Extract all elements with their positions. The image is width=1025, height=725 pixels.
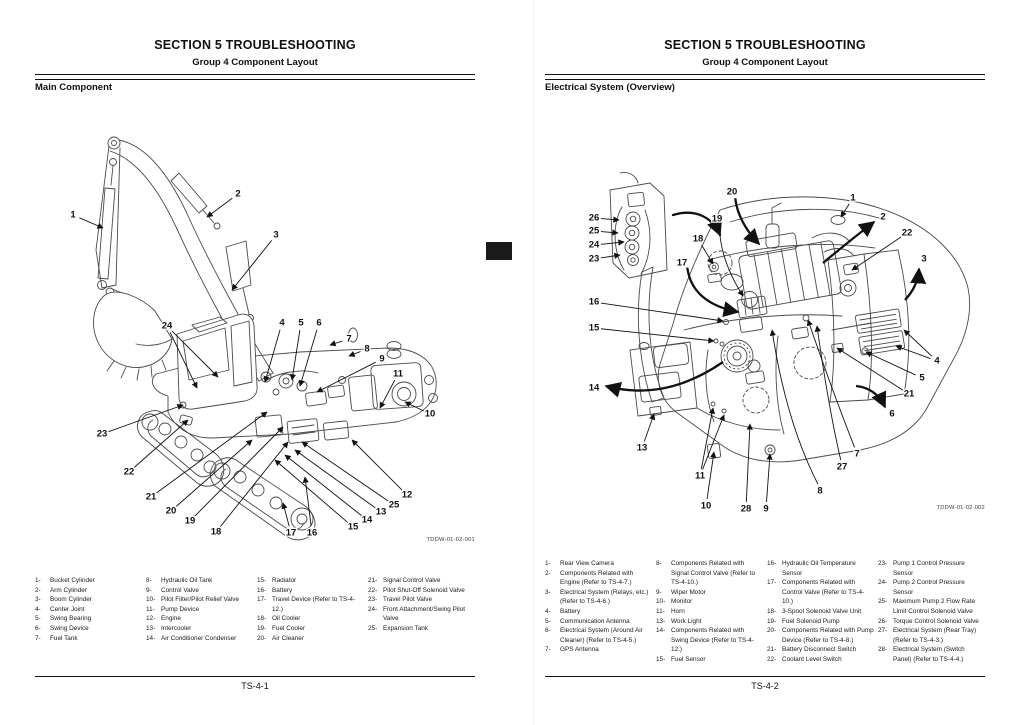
legend-item: [545, 626, 652, 645]
legend-item: [545, 569, 652, 588]
legend-item-label: Components Related with Pump Device (Refer to TS-4-8.): [782, 627, 874, 644]
legend-item: [656, 617, 763, 627]
legend-column: [35, 576, 146, 643]
callout-arrow: [380, 380, 395, 408]
callout-number: 2: [880, 211, 886, 223]
legend-item-label: Center Joint: [50, 605, 85, 613]
callout-number: 20: [165, 505, 177, 517]
legend-item: [35, 595, 142, 605]
legend-item-number: 19-: [257, 625, 267, 633]
callout-number: 7: [854, 448, 860, 460]
component-legend: [35, 576, 477, 643]
legend-item: [878, 559, 983, 578]
legend-item-label: Components Related with Engine (Refer to TS-4-7.): [560, 569, 634, 587]
legend-item-label: Signal Control Valve: [383, 577, 441, 584]
legend-item: [368, 576, 473, 586]
legend-item: [656, 588, 763, 598]
legend-item-label: Electrical System (Around Air Cleaner) (Refer to TS-4-5.): [560, 627, 643, 644]
legend-item-label: Pump 1 Control Pressure Sensor: [893, 560, 965, 577]
legend-item-number: 26-: [878, 617, 888, 625]
legend-item-number: 24-: [878, 579, 888, 587]
group-title: Group 4 Component Layout: [192, 57, 318, 68]
legend-item-label: Boom Cylinder: [50, 596, 92, 604]
legend-item: [545, 617, 652, 627]
callout-number: 18: [692, 233, 704, 245]
legend-item-label: Travel Pilot Valve: [383, 596, 433, 604]
callout-arrow: [701, 408, 713, 469]
legend-item-label: Arm Cylinder: [50, 586, 87, 594]
legend-item: [257, 624, 364, 634]
callout-number: 22: [123, 466, 135, 478]
callout-number: 24: [161, 320, 173, 332]
legend-item-label: Battery: [272, 586, 293, 594]
legend-item: [656, 559, 763, 588]
legend-item-number: 6-: [35, 625, 41, 633]
callout-arrow: [265, 330, 280, 382]
legend-item-number: 9-: [146, 586, 152, 594]
legend-item-label: Air Cleaner: [272, 634, 304, 642]
section-title: SECTION 5 TROUBLESHOOTING: [154, 38, 356, 52]
legend-item-label: Fuel Tank: [50, 634, 78, 642]
callout-arrow: [746, 424, 750, 502]
callout-number: 13: [375, 506, 387, 518]
callout-arrow: [292, 330, 300, 380]
callout-arrow: [905, 269, 919, 300]
callout-number: 25: [388, 499, 400, 511]
callout-number: 11: [392, 368, 404, 380]
legend-item-label: Expansion Tank: [383, 625, 429, 633]
callout-number: 9: [763, 503, 769, 515]
legend-item: [146, 576, 253, 586]
callout-number: 10: [424, 408, 436, 420]
page-seam: [533, 0, 534, 725]
callout-number: 14: [588, 382, 600, 394]
callout-arrow: [305, 477, 311, 526]
component-legend: [545, 559, 987, 665]
page-number: TS-4-1: [241, 681, 269, 691]
legend-item: [146, 605, 253, 615]
legend-item: [257, 595, 364, 614]
callout-number: 8: [364, 343, 370, 355]
legend-item-label: Bucket Cylinder: [50, 577, 95, 584]
legend-item: [368, 586, 473, 596]
legend-item: [545, 559, 652, 569]
legend-item-label: Control Valve: [161, 586, 199, 594]
legend-column: [656, 559, 767, 665]
legend-item: [257, 634, 364, 644]
legend-item-label: Fuel Solenoid Pump: [782, 617, 840, 625]
legend-item-label: Engine: [161, 615, 181, 623]
callout-number: 17: [285, 527, 297, 539]
legend-item: [878, 617, 983, 627]
legend-item-label: Front Attachment/Swing Pilot Valve: [383, 605, 466, 623]
page-left: [0, 0, 512, 725]
legend-item-label: Travel Device (Refer to TS-4-12.): [272, 596, 356, 613]
callout-number: 4: [279, 317, 285, 329]
legend-item: [878, 626, 983, 645]
callout-number: 20: [726, 186, 738, 198]
callout-arrow: [719, 226, 743, 296]
page-header: [35, 38, 475, 80]
page-subtitle: Main Component: [35, 82, 113, 93]
legend-item-label: Pilot Shut-Off Solenoid Valve: [383, 586, 465, 594]
legend-item-label: Torque Control Solenoid Valve: [893, 617, 979, 625]
callout-number: 3: [273, 229, 279, 241]
legend-item-number: 14-: [656, 627, 666, 635]
legend-item: [368, 595, 473, 605]
callout-arrow: [330, 341, 342, 345]
legend-item-label: 3-Spool Solenoid Valve Unit: [782, 608, 862, 616]
excavator-top-line-art: [610, 172, 970, 461]
legend-item: [656, 607, 763, 617]
legend-item-number: 12-: [146, 615, 156, 623]
callout-arrow: [808, 320, 855, 447]
legend-item-number: 1-: [545, 560, 551, 567]
legend-item-number: 7-: [545, 646, 551, 654]
callout-number: 16: [588, 296, 600, 308]
legend-item-label: Fuel Cooler: [272, 625, 306, 633]
callout-arrow: [735, 198, 759, 244]
legend-item: [146, 595, 253, 605]
legend-item-number: 25-: [368, 625, 378, 633]
legend-item-number: 16-: [767, 560, 777, 567]
callout-arrow: [904, 330, 932, 356]
callout-number: 11: [694, 470, 706, 482]
callout-number: 13: [636, 442, 648, 454]
legend-item-number: 9-: [656, 588, 662, 596]
callout-number: 16: [306, 527, 318, 539]
callout-number: 5: [919, 372, 925, 384]
legend-item: [257, 576, 364, 586]
legend-item-label: Intercooler: [161, 625, 192, 633]
callout-arrow: [644, 414, 654, 441]
legend-item-label: Rear View Camera: [560, 560, 614, 567]
legend-item-label: Battery Disconnect Switch: [782, 646, 857, 654]
footer-rule: [35, 676, 475, 677]
legend-item-label: Air Conditioner Condenser: [161, 634, 237, 642]
callout-arrow: [207, 198, 232, 217]
electrical-system-diagram: [580, 160, 1000, 520]
legend-item-number: 23-: [878, 560, 888, 567]
legend-item: [656, 655, 763, 665]
callout-arrow: [601, 329, 714, 341]
callout-number: 6: [316, 317, 322, 329]
legend-item-number: 20-: [257, 634, 267, 642]
legend-item-label: Components Related with Swing Device (Refer to TS-4-12.): [671, 627, 754, 654]
legend-item: [35, 605, 142, 615]
callout-layer: [589, 187, 941, 515]
callout-arrow: [707, 452, 714, 499]
callout-number: 23: [588, 253, 600, 265]
legend-item-label: Swing Device: [50, 625, 89, 633]
legend-item: [35, 634, 142, 644]
legend-item: [257, 586, 364, 596]
legend-item-number: 4-: [545, 608, 551, 616]
legend-item-number: 13-: [656, 617, 666, 625]
legend-item: [767, 645, 874, 655]
legend-item-label: Electrical System (Rear Tray) (Refer to TS-4-3.): [893, 627, 977, 644]
legend-item: [767, 655, 874, 665]
callout-arrow: [601, 255, 620, 258]
callout-number: 14: [361, 514, 373, 526]
legend-item-label: Communication Antenna: [560, 617, 630, 625]
callout-arrow: [232, 240, 272, 290]
legend-item-number: 10-: [146, 596, 156, 604]
legend-item-label: Oil Cooler: [272, 615, 301, 623]
legend-item: [767, 607, 874, 617]
legend-item: [767, 559, 874, 578]
callout-number: 19: [184, 515, 196, 527]
callout-arrow: [703, 415, 724, 469]
callout-number: 12: [401, 489, 413, 501]
header-rule: [545, 74, 985, 80]
callout-arrow: [606, 362, 723, 391]
legend-column: [368, 576, 477, 643]
callout-number: 25: [588, 225, 600, 237]
legend-item-number: 8-: [146, 577, 152, 584]
legend-item-number: 24-: [368, 605, 378, 613]
callout-number: 10: [700, 500, 712, 512]
legend-item-number: 28-: [878, 646, 888, 654]
legend-item-number: 17-: [767, 579, 777, 587]
legend-item-label: Pump 2 Control Pressure Sensor: [893, 579, 965, 596]
callout-number: 5: [298, 317, 304, 329]
legend-column: [878, 559, 987, 665]
legend-item: [146, 614, 253, 624]
legend-item-label: Horn: [671, 608, 685, 616]
group-title: Group 4 Component Layout: [702, 57, 828, 68]
legend-item-number: 11-: [656, 608, 665, 616]
legend-item: [656, 597, 763, 607]
callout-arrow: [295, 450, 375, 508]
legend-column: [146, 576, 257, 643]
legend-item-label: Wiper Motor: [671, 588, 706, 596]
callout-number: 24: [588, 239, 600, 251]
legend-item-number: 22-: [368, 586, 378, 594]
legend-item: [35, 586, 142, 596]
legend-column: [545, 559, 656, 665]
header-rule: [35, 74, 475, 80]
legend-item: [545, 645, 652, 655]
excavator-line-art: [94, 137, 438, 540]
legend-item: [257, 614, 364, 624]
figure-code: TDDW-01-02-002: [936, 505, 985, 511]
page-number: TS-4-2: [751, 681, 779, 691]
legend-item-number: 2-: [35, 586, 41, 594]
callout-arrow: [349, 352, 360, 356]
legend-item-label: Hydraulic Oil Temperature Sensor: [782, 560, 856, 577]
figure-code: TDDW-01-02-001: [426, 537, 475, 543]
legend-column: [767, 559, 878, 665]
legend-item-number: 7-: [35, 634, 41, 642]
legend-item-label: Swing Bearing: [50, 615, 92, 623]
legend-item-label: Electrical System (Switch Panel) (Refer to TS-4-4.): [893, 646, 965, 664]
footer-rule: [545, 676, 985, 677]
callout-arrow: [285, 455, 362, 516]
callout-arrow: [302, 442, 388, 501]
callout-number: 19: [711, 213, 723, 225]
callout-arrow: [601, 219, 619, 220]
callout-arrow: [601, 303, 723, 321]
legend-item-number: 13-: [146, 625, 156, 633]
legend-item-number: 15-: [656, 656, 666, 664]
legend-item-label: Maximum Pump 2 Flow Rate Limit Control Solenoid Valve: [893, 598, 976, 616]
legend-item-number: 14-: [146, 634, 156, 642]
callout-arrow: [352, 440, 402, 490]
callout-number: 28: [740, 503, 752, 515]
legend-item-label: Fuel Sensor: [671, 656, 706, 664]
legend-item-label: Pump Device: [161, 605, 200, 613]
page-subtitle: Electrical System (Overview): [545, 82, 675, 93]
legend-item-number: 5-: [545, 617, 551, 625]
callout-number: 15: [347, 521, 359, 533]
legend-item: [767, 578, 874, 607]
legend-item: [878, 578, 983, 597]
page-header: [545, 38, 985, 80]
callout-arrow: [856, 386, 885, 407]
callout-arrow: [896, 346, 930, 359]
callout-number: 21: [903, 388, 915, 400]
legend-item: [767, 626, 874, 645]
callout-number: 26: [588, 212, 600, 224]
legend-item: [368, 605, 473, 624]
legend-item-number: 20-: [767, 627, 777, 635]
callout-number: 4: [934, 355, 940, 367]
callout-number: 3: [921, 253, 927, 265]
legend-item: [878, 645, 983, 664]
legend-item-number: 19-: [767, 617, 777, 625]
legend-item: [146, 586, 253, 596]
callout-number: 8: [817, 485, 823, 497]
legend-item: [545, 607, 652, 617]
legend-item-label: Radiator: [272, 577, 297, 584]
legend-item-label: Hydraulic Oil Tank: [161, 577, 213, 584]
legend-item-label: Pilot Filter/Pilot Relief Valve: [161, 596, 240, 604]
legend-item-number: 10-: [656, 598, 666, 606]
callout-number: 1: [70, 209, 76, 221]
legend-item: [767, 617, 874, 627]
legend-item-number: 15-: [257, 577, 267, 584]
callout-arrow: [852, 237, 901, 270]
callout-number: 17: [676, 257, 688, 269]
legend-item-number: 1-: [35, 577, 41, 584]
callout-number: 27: [836, 461, 848, 473]
legend-item-number: 11-: [146, 605, 155, 613]
callout-number: 21: [145, 491, 157, 503]
callout-number: 7: [346, 333, 352, 345]
legend-item: [35, 614, 142, 624]
callout-number: 22: [901, 227, 913, 239]
legend-item-label: Components Related with Signal Control Valve (Refer to TS-4-10.): [671, 560, 756, 587]
legend-item-number: 21-: [368, 577, 378, 584]
callout-number: 15: [588, 322, 600, 334]
callout-number: 23: [96, 428, 108, 440]
legend-item: [146, 624, 253, 634]
legend-item-label: Work Light: [671, 617, 702, 625]
callout-number: 6: [889, 408, 895, 420]
legend-item-label: Battery: [560, 608, 581, 616]
callout-number: 2: [235, 188, 241, 200]
section-tab-marker: [486, 242, 512, 260]
legend-item-number: 8-: [656, 560, 662, 567]
legend-item-number: 17-: [257, 596, 267, 604]
legend-item-number: 27-: [878, 627, 888, 635]
legend-item-number: 6-: [545, 627, 551, 635]
legend-column: [257, 576, 368, 643]
callout-arrow: [317, 362, 376, 392]
legend-item: [878, 597, 983, 616]
page-right: [513, 0, 1025, 725]
legend-item-label: GPS Antenna: [560, 646, 599, 654]
legend-item: [656, 626, 763, 655]
legend-item-label: Coolant Level Switch: [782, 656, 842, 664]
legend-item-number: 3-: [545, 588, 551, 596]
legend-item-number: 18-: [767, 608, 777, 616]
legend-item-number: 16-: [257, 586, 267, 594]
callout-arrow: [817, 326, 841, 460]
legend-item-label: Electrical System (Relays, etc.) (Refer to TS-4-6.): [560, 588, 649, 606]
legend-item-label: Components Related with Control Valve (Refer to TS-4-10.): [782, 579, 865, 606]
legend-item: [146, 634, 253, 644]
legend-item-number: 22-: [767, 656, 777, 664]
legend-item: [368, 624, 473, 634]
callout-number: 9: [379, 353, 385, 365]
legend-item-number: 23-: [368, 596, 378, 604]
callout-arrow: [405, 402, 424, 411]
callout-number: 1: [850, 192, 856, 204]
callout-arrow: [283, 503, 289, 526]
legend-item: [545, 588, 652, 607]
legend-item-number: 18-: [257, 615, 267, 623]
legend-item-number: 3-: [35, 596, 41, 604]
legend-item-label: Monitor: [671, 598, 693, 606]
legend-item-number: 2-: [545, 569, 551, 577]
legend-item-number: 25-: [878, 598, 888, 606]
callout-arrow: [300, 330, 317, 386]
legend-item-number: 21-: [767, 646, 777, 654]
legend-item: [35, 576, 142, 586]
legend-item: [35, 624, 142, 634]
section-title: SECTION 5 TROUBLESHOOTING: [664, 38, 866, 52]
legend-item-number: 5-: [35, 615, 41, 623]
main-component-diagram: [50, 130, 480, 560]
callout-number: 18: [210, 526, 222, 538]
legend-item-number: 4-: [35, 605, 41, 613]
